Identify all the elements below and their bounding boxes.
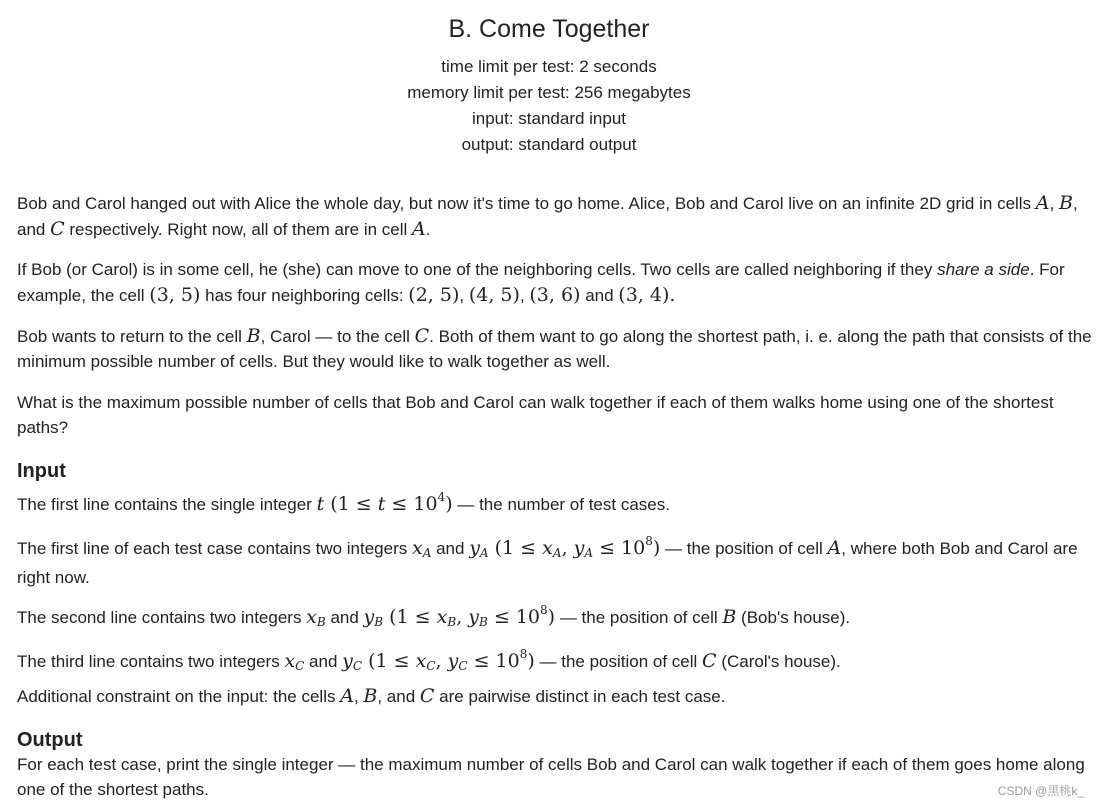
memory-limit: memory limit per test: 256 megabytes	[407, 83, 691, 102]
problem-header	[0, 14, 1098, 158]
input-line-5: Additional constraint on the input: the cells A, B, and C are pairwise distinct in each test case.	[17, 685, 726, 707]
statement-paragraph-2: If Bob (or Carol) is in some cell, he (she) can move to one of the neighboring cells. Two cells are called neighboring if they share a side. For example, the cell (3, 5) has four neighboring cells: (2, 5), (4, 5), (3, 6) and (3, 4).	[17, 260, 1065, 306]
input-line-4: The third line contains two integers $x_C$ and $y_C$ ($1 \le x_C$, $y_C \le 10^8$) — the position of cell C (Carol's house).	[17, 647, 841, 673]
input-heading: Input	[17, 460, 66, 482]
statement-paragraph-4: What is the maximum possible number of cells that Bob and Carol can walk together if each of them walks home using one of the shortest paths?	[17, 393, 1054, 437]
input-file: input: standard input	[471, 109, 627, 128]
input-line-1: The first line contains the single integer t $(1 \le t \le 10^4)$ — the number of test cases.	[17, 490, 670, 515]
statement-paragraph-1: Bob and Carol hanged out with Alice the whole day, but now it's time to go home. Alice, Bob and Carol live on an infinite 2D grid in cells A, B, and C respectively. Right now, all of them are in cell A.	[17, 192, 1078, 240]
statement-paragraph-3: Bob wants to return to the cell B, Carol — to the cell C. Both of them want to go along the shortest path, i. e. along the path that consists of the minimum possible number of cells. But they would like to walk together as well.	[17, 325, 1092, 371]
input-line-3: The second line contains two integers $x_B$ and $y_B$ ($1 \le x_B$, $y_B \le 10^8$) — the position of cell B (Bob's house).	[17, 603, 851, 629]
output-file: output: standard output	[461, 135, 637, 154]
output-heading: Output	[17, 729, 83, 751]
time-limit: time limit per test: 2 seconds	[441, 57, 657, 76]
output-text: For each test case, print the single integer — the maximum number of cells Bob and Carol can walk together if each of them goes home along one of the shortest paths.	[17, 755, 1085, 799]
watermark: CSDN @黑桃k_	[997, 784, 1084, 798]
problem-title: B. Come Together	[448, 15, 650, 43]
input-line-2: The first line of each test case contains two integers $x_A$ and $y_A$ ($1 \le x_A$, $y_A \le 10^8$) — the position of cell A, where both Bob and Carol are right now.	[17, 534, 1078, 587]
